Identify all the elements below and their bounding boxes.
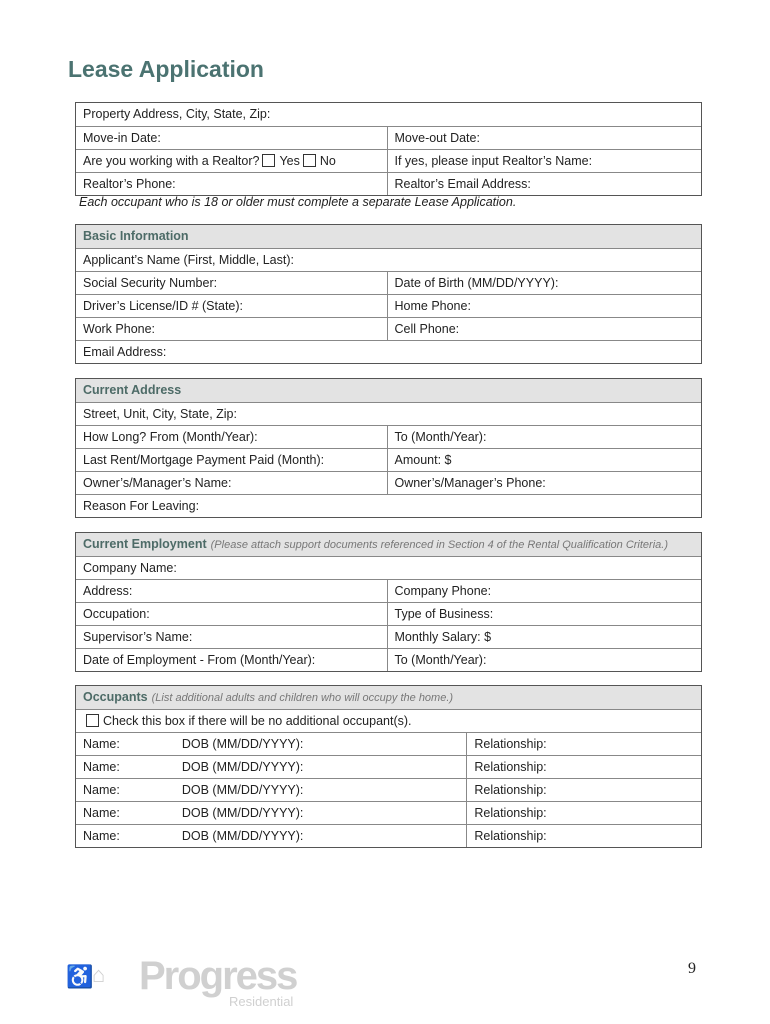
- field-label: Are you working with a Realtor?: [83, 154, 260, 168]
- property-info-table: [75, 102, 702, 196]
- current-address-section: [75, 378, 702, 518]
- realtor-no-checkbox[interactable]: [303, 154, 316, 167]
- form-row: [76, 494, 701, 517]
- form-field[interactable]: [76, 127, 387, 149]
- equal-housing-icon: ⌂: [92, 962, 106, 987]
- form-field[interactable]: [387, 127, 702, 149]
- occupant-field[interactable]: DOB (MM/DD/YYYY):: [181, 737, 304, 751]
- form-row: [76, 448, 701, 471]
- form-row: [76, 294, 701, 317]
- occupant-field[interactable]: Relationship:: [466, 779, 701, 801]
- form-row: [76, 149, 701, 172]
- occupant-field[interactable]: Name:: [83, 806, 120, 820]
- occupant-field[interactable]: DOB (MM/DD/YYYY):: [181, 760, 304, 774]
- form-row: [76, 126, 701, 149]
- form-field[interactable]: Occupation:: [83, 607, 150, 621]
- form-field[interactable]: Amount: $: [387, 449, 702, 471]
- form-field[interactable]: To (Month/Year):: [387, 426, 702, 448]
- form-row: [76, 625, 701, 648]
- section-title-text: Basic Information: [83, 229, 189, 243]
- occupant-field[interactable]: Relationship:: [466, 825, 701, 847]
- occupant-row: [76, 824, 701, 847]
- section-header: [76, 533, 701, 556]
- form-row: [76, 248, 701, 271]
- section-header: [76, 379, 701, 402]
- form-row: [76, 340, 701, 363]
- form-field[interactable]: Reason For Leaving:: [83, 499, 200, 513]
- form-row: [76, 271, 701, 294]
- logo-text: Progress: [139, 954, 297, 998]
- form-row: [76, 103, 701, 126]
- occupant-field[interactable]: Name:: [83, 737, 120, 751]
- occupant-row: [76, 801, 701, 824]
- form-field[interactable]: Email Address:: [83, 345, 167, 359]
- form-field[interactable]: Company Phone:: [387, 580, 702, 602]
- form-field[interactable]: Owner’s/Manager’s Name:: [83, 476, 232, 490]
- occupant-field[interactable]: Name:: [83, 829, 120, 843]
- no-occupants-row: [76, 709, 701, 732]
- form-field[interactable]: Address:: [83, 584, 133, 598]
- form-row: [76, 602, 701, 625]
- form-field[interactable]: [76, 150, 387, 172]
- section-title: [76, 225, 701, 248]
- form-row: [76, 172, 701, 195]
- field-label: Realtor’s Phone:: [83, 177, 176, 191]
- occupant-field[interactable]: DOB (MM/DD/YYYY):: [181, 829, 304, 843]
- occupant-field[interactable]: Relationship:: [466, 756, 701, 778]
- no-occupants-checkbox[interactable]: [86, 714, 99, 727]
- form-field[interactable]: [387, 150, 702, 172]
- form-row: [76, 648, 701, 671]
- section-note: (List additional adults and children who will occupy the home.): [151, 692, 454, 704]
- form-row: [76, 556, 701, 579]
- section-title: [76, 686, 701, 709]
- occupant-row: [76, 755, 701, 778]
- page-title: Lease Application: [68, 56, 264, 82]
- occupant-row: [76, 778, 701, 801]
- occupant-field[interactable]: DOB (MM/DD/YYYY):: [181, 783, 304, 797]
- form-row: [76, 579, 701, 602]
- form-field[interactable]: To (Month/Year):: [387, 649, 702, 671]
- section-title: [76, 533, 701, 556]
- form-field[interactable]: Driver’s License/ID # (State):: [83, 299, 244, 313]
- occupant-field[interactable]: Name:: [83, 783, 120, 797]
- realtor-option-label: No: [319, 154, 336, 168]
- form-field[interactable]: Work Phone:: [83, 322, 156, 336]
- field-label: Property Address, City, State, Zip:: [83, 107, 271, 121]
- section-title-text: Current Address: [83, 383, 182, 397]
- form-row: [76, 425, 701, 448]
- section-title: [76, 379, 701, 402]
- logo-subtext: Residential: [229, 994, 294, 1009]
- form-field[interactable]: Cell Phone:: [387, 318, 702, 340]
- form-field[interactable]: Company Name:: [83, 561, 177, 575]
- realtor-option-label: Yes: [279, 154, 300, 168]
- occupant-row: [76, 732, 701, 755]
- field-label: Realtor’s Email Address:: [394, 177, 531, 191]
- form-field[interactable]: Last Rent/Mortgage Payment Paid (Month):: [83, 453, 325, 467]
- form-field[interactable]: Social Security Number:: [83, 276, 218, 290]
- section-title-text: Current Employment: [83, 537, 207, 551]
- no-occupants-label: Check this box if there will be no additional occupant(s).: [103, 714, 412, 728]
- section-header: [76, 225, 701, 248]
- occupant-field[interactable]: Relationship:: [466, 733, 701, 755]
- form-field[interactable]: How Long? From (Month/Year):: [83, 430, 258, 444]
- form-field[interactable]: Street, Unit, City, State, Zip:: [83, 407, 237, 421]
- field-label: Move-in Date:: [83, 131, 161, 145]
- page-number: 9: [688, 960, 696, 977]
- occupant-field[interactable]: Relationship:: [466, 802, 701, 824]
- form-field[interactable]: Date of Birth (MM/DD/YYYY):: [387, 272, 702, 294]
- form-row: [76, 471, 701, 494]
- form-field[interactable]: Type of Business:: [387, 603, 702, 625]
- occupant-field[interactable]: DOB (MM/DD/YYYY):: [181, 806, 304, 820]
- form-field[interactable]: Date of Employment - From (Month/Year):: [83, 653, 316, 667]
- form-field[interactable]: [387, 173, 702, 195]
- form-row: [76, 402, 701, 425]
- basic-information-section: [75, 224, 702, 364]
- section-note: (Please attach support documents referenced in Section 4 of the Rental Qualification Criteria.): [210, 539, 668, 551]
- current-employment-section: [75, 532, 702, 672]
- form-field[interactable]: Supervisor’s Name:: [83, 630, 193, 644]
- occupant-field[interactable]: Name:: [83, 760, 120, 774]
- field-label: If yes, please input Realtor’s Name:: [394, 154, 593, 168]
- form-field[interactable]: [76, 103, 701, 126]
- occupants-section: [75, 685, 702, 848]
- form-field[interactable]: Applicant’s Name (First, Middle, Last):: [83, 253, 294, 267]
- field-label: Move-out Date:: [394, 131, 480, 145]
- no-occupants-field[interactable]: [76, 710, 701, 732]
- form-row: [76, 317, 701, 340]
- realtor-yes-checkbox[interactable]: [262, 154, 275, 167]
- form-field[interactable]: [76, 173, 387, 195]
- section-title-text: Occupants: [83, 690, 148, 704]
- form-field[interactable]: Owner’s/Manager’s Phone:: [387, 472, 702, 494]
- section-header: [76, 686, 701, 709]
- accessibility-icon: ♿: [66, 964, 94, 989]
- occupant-footnote: Each occupant who is 18 or older must complete a separate Lease Application.: [79, 195, 517, 209]
- form-field[interactable]: Monthly Salary: $: [387, 626, 702, 648]
- form-field[interactable]: Home Phone:: [387, 295, 702, 317]
